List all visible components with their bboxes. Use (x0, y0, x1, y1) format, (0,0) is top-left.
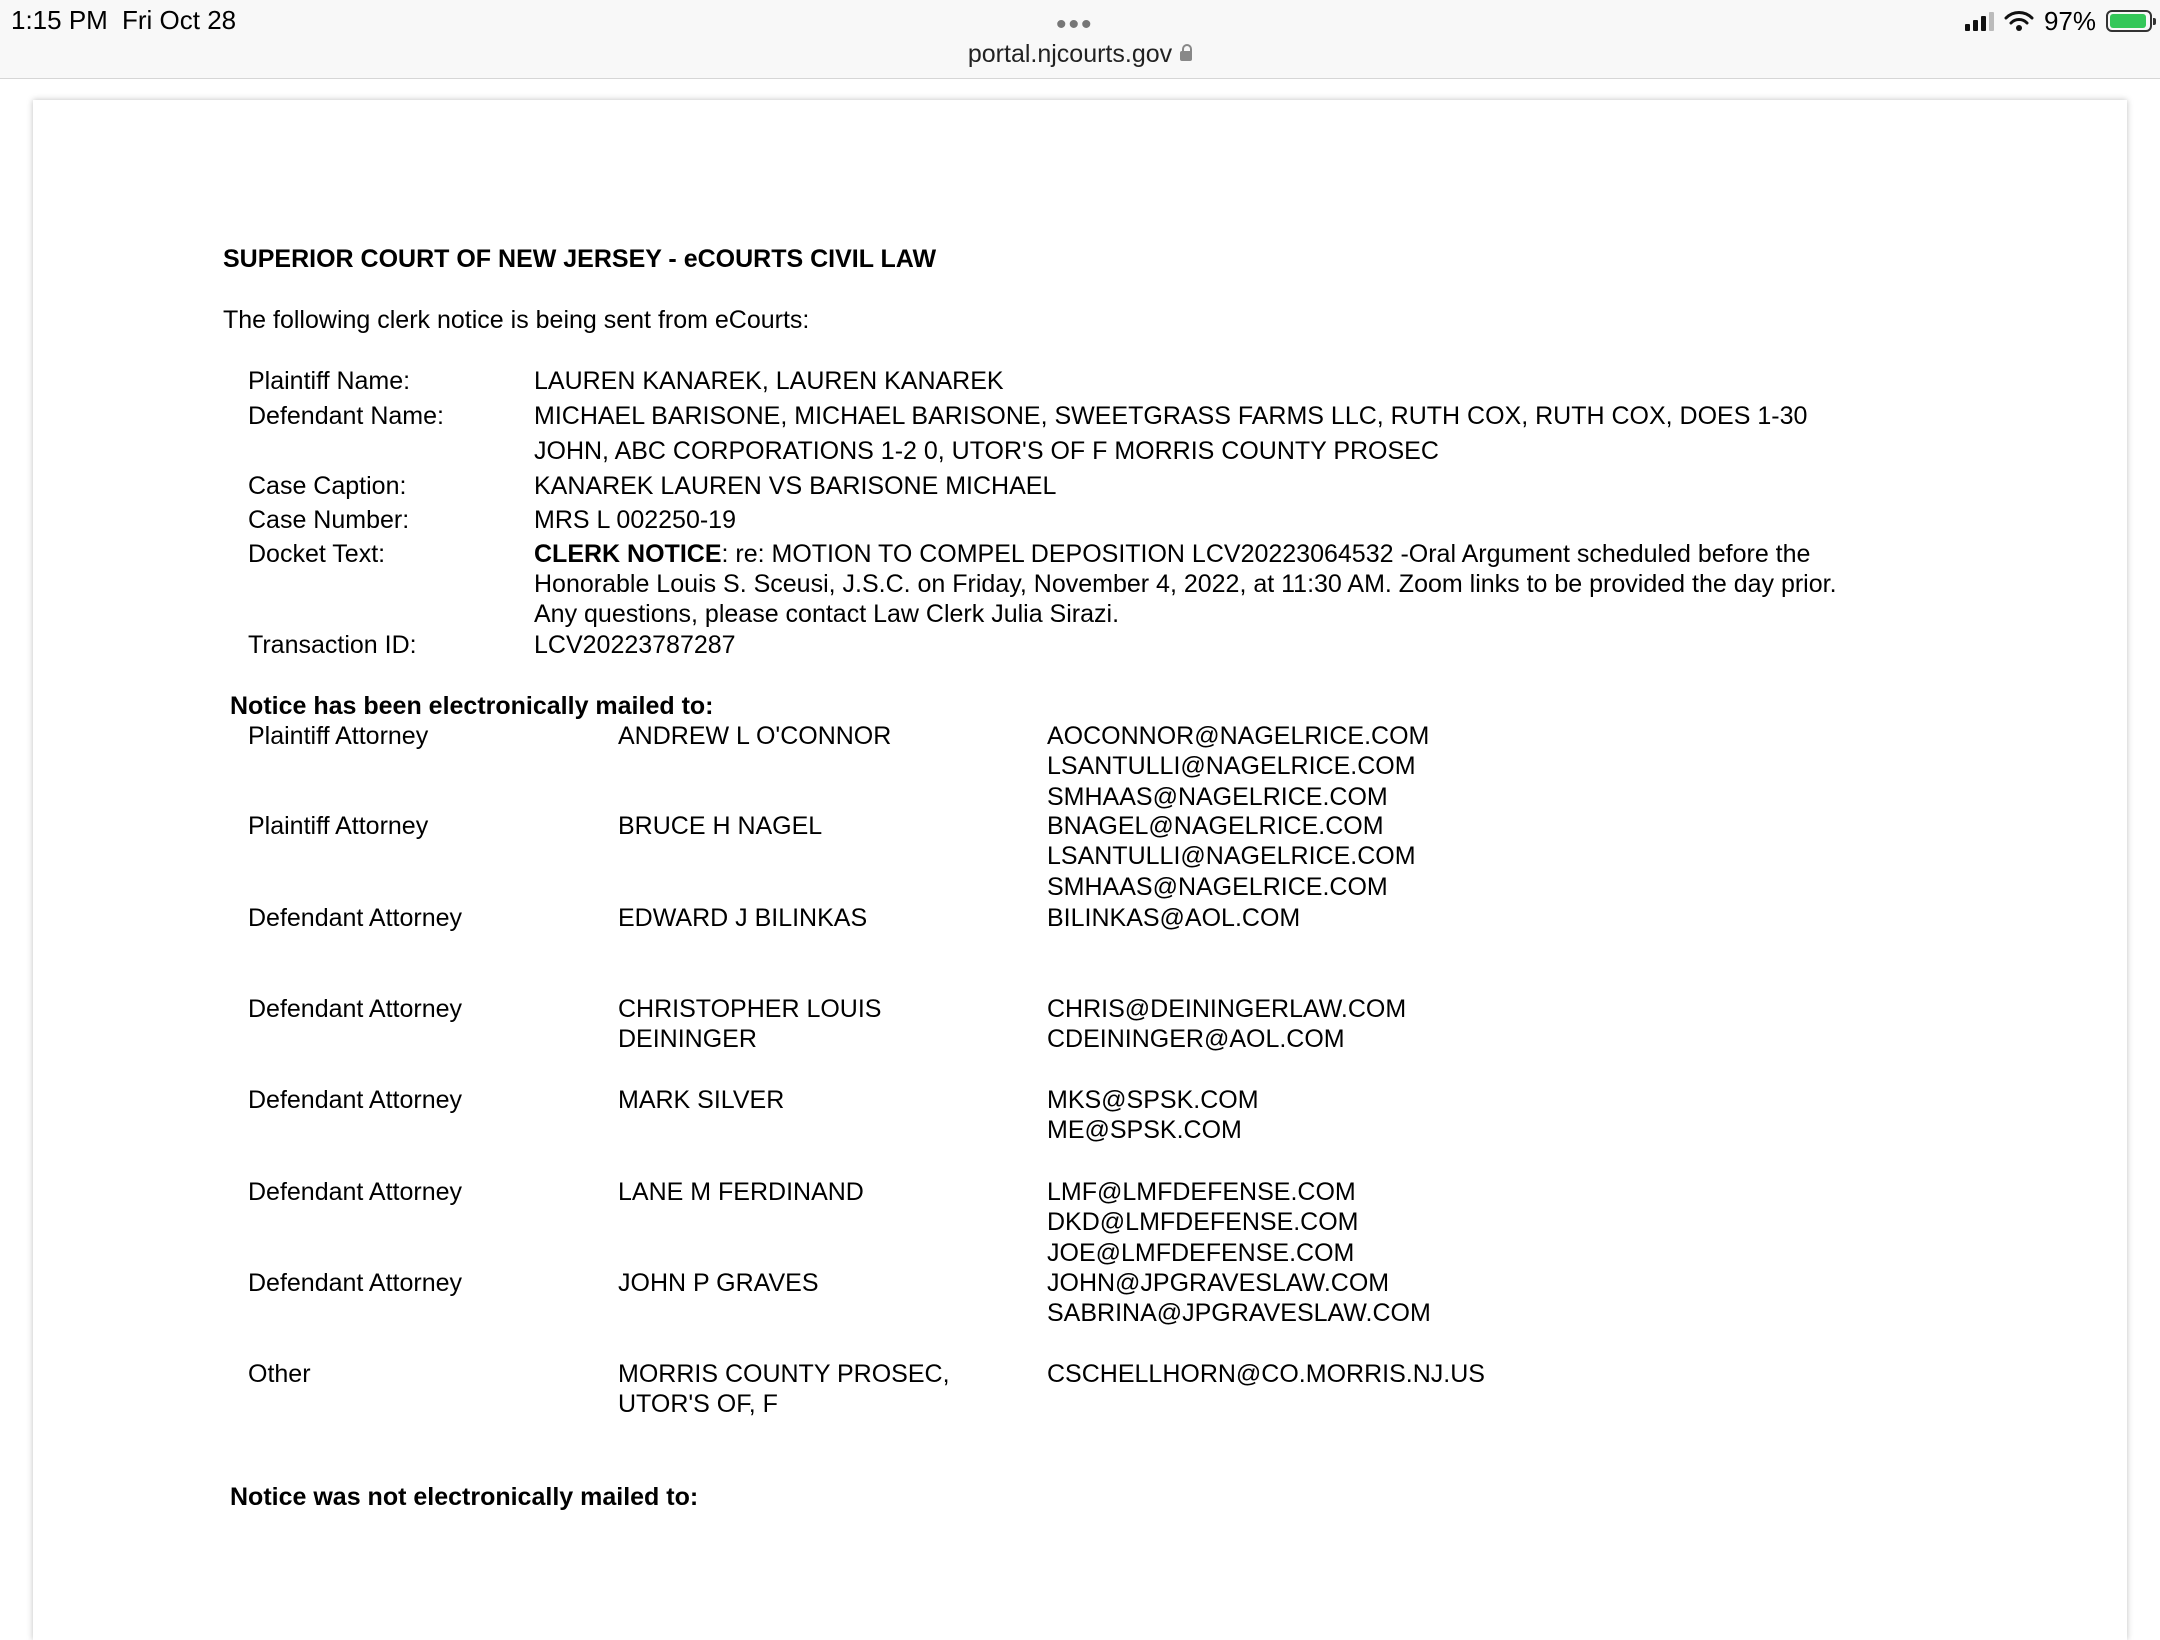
recipient-role: Defendant Attorney (248, 1178, 463, 1206)
recipient-email: MKS@SPSK.COM (1047, 1086, 1259, 1114)
plaintiff-label: Plaintiff Name: (248, 367, 411, 395)
recipient-name: CHRISTOPHER LOUIS (618, 995, 882, 1023)
case-number-label: Case Number: (248, 506, 410, 534)
recipient-name: MARK SILVER (618, 1086, 785, 1114)
plaintiff-value: LAUREN KANAREK, LAUREN KANAREK (534, 367, 1004, 395)
recipient-email: BILINKAS@AOL.COM (1047, 904, 1301, 932)
recipient-role: Defendant Attorney (248, 904, 463, 932)
recipient-name: JOHN P GRAVES (618, 1269, 819, 1297)
defendant-label: Defendant Name: (248, 402, 444, 430)
wifi-icon (2004, 10, 2034, 32)
battery-charging-icon (2106, 10, 2152, 32)
docket-line1 (534, 539, 1810, 569)
not-mailed-heading: Notice was not electronically mailed to: (230, 1483, 699, 1511)
recipient-role: Defendant Attorney (248, 995, 463, 1023)
recipient-email: SABRINA@JPGRAVESLAW.COM (1047, 1299, 1431, 1328)
recipient-name: UTOR'S OF, F (618, 1390, 778, 1419)
recipient-email: DKD@LMFDEFENSE.COM (1047, 1208, 1359, 1237)
recipient-role: Defendant Attorney (248, 1086, 463, 1114)
defendant-value-line2: JOHN, ABC CORPORATIONS 1-2 0, UTOR'S OF F MORRIS COUNTY PROSEC (534, 437, 1439, 465)
recipient-email: CHRIS@DEININGERLAW.COM (1047, 995, 1407, 1023)
recipient-name: BRUCE H NAGEL (618, 812, 823, 840)
recipient-email: CDEININGER@AOL.COM (1047, 1025, 1345, 1054)
notice-document (33, 100, 2127, 1640)
recipient-email: CSCHELLHORN@CO.MORRIS.NJ.US (1047, 1360, 1485, 1388)
recipient-email: LMF@LMFDEFENSE.COM (1047, 1178, 1356, 1206)
recipient-email: AOCONNOR@NAGELRICE.COM (1047, 722, 1430, 750)
recipient-role: Defendant Attorney (248, 1269, 463, 1297)
docket-line1-text: : re: MOTION TO COMPEL DEPOSITION LCV20223064532 -Oral Argument scheduled before the (721, 540, 1811, 568)
recipient-name: DEININGER (618, 1025, 757, 1054)
docket-line3: Any questions, please contact Law Clerk Julia Sirazi. (534, 600, 1120, 628)
status-bar (0, 0, 2160, 79)
recipient-email: BNAGEL@NAGELRICE.COM (1047, 812, 1384, 840)
caption-value: KANAREK LAUREN VS BARISONE MICHAEL (534, 472, 1057, 500)
recipient-email: SMHAAS@NAGELRICE.COM (1047, 872, 1388, 901)
battery-percent: 97% (2043, 5, 2096, 36)
recipient-name: ANDREW L O'CONNOR (618, 722, 892, 750)
recipient-email: LSANTULLI@NAGELRICE.COM (1047, 842, 1416, 871)
docket-label: Docket Text: (248, 540, 386, 568)
recipient-name: MORRIS COUNTY PROSEC, (618, 1360, 950, 1388)
transaction-label: Transaction ID: (248, 631, 417, 659)
transaction-value: LCV20223787287 (534, 631, 736, 659)
recipient-role: Plaintiff Attorney (248, 812, 429, 840)
recipient-role: Plaintiff Attorney (248, 722, 429, 750)
signal-icon (1965, 11, 1994, 31)
recipient-name: LANE M FERDINAND (618, 1178, 864, 1206)
case-number-value: MRS L 002250-19 (534, 506, 736, 534)
recipient-email: SMHAAS@NAGELRICE.COM (1047, 782, 1388, 811)
mailed-heading: Notice has been electronically mailed to: (230, 692, 714, 720)
recipient-email: JOHN@JPGRAVESLAW.COM (1047, 1269, 1390, 1297)
address-bar[interactable] (0, 40, 2160, 69)
status-date: Fri Oct 28 (122, 5, 237, 35)
recipient-email: ME@SPSK.COM (1047, 1116, 1242, 1145)
more-dots-icon[interactable]: ••• (1056, 8, 1094, 41)
recipient-email: LSANTULLI@NAGELRICE.COM (1047, 752, 1416, 781)
status-time: 1:15 PM (11, 5, 108, 35)
url-text: portal.njcourts.gov (967, 40, 1173, 68)
lock-icon (1180, 51, 1192, 61)
intro-text: The following clerk notice is being sent from eCourts: (223, 306, 810, 334)
defendant-value-line1: MICHAEL BARISONE, MICHAEL BARISONE, SWEETGRASS FARMS LLC, RUTH COX, RUTH COX, DOES 1-30 (534, 402, 1808, 430)
document-heading: SUPERIOR COURT OF NEW JERSEY - eCOURTS CIVIL LAW (223, 245, 937, 273)
docket-bold: CLERK NOTICE (534, 540, 722, 568)
docket-line2: Honorable Louis S. Sceusi, J.S.C. on Friday, November 4, 2022, at 11:30 AM. Zoom links to be provided the day prior. (534, 570, 1837, 598)
caption-label: Case Caption: (248, 472, 407, 500)
recipient-role: Other (248, 1360, 311, 1388)
recipient-email: JOE@LMFDEFENSE.COM (1047, 1238, 1355, 1267)
status-indicators (1965, 5, 2152, 37)
recipient-name: EDWARD J BILINKAS (618, 904, 868, 932)
